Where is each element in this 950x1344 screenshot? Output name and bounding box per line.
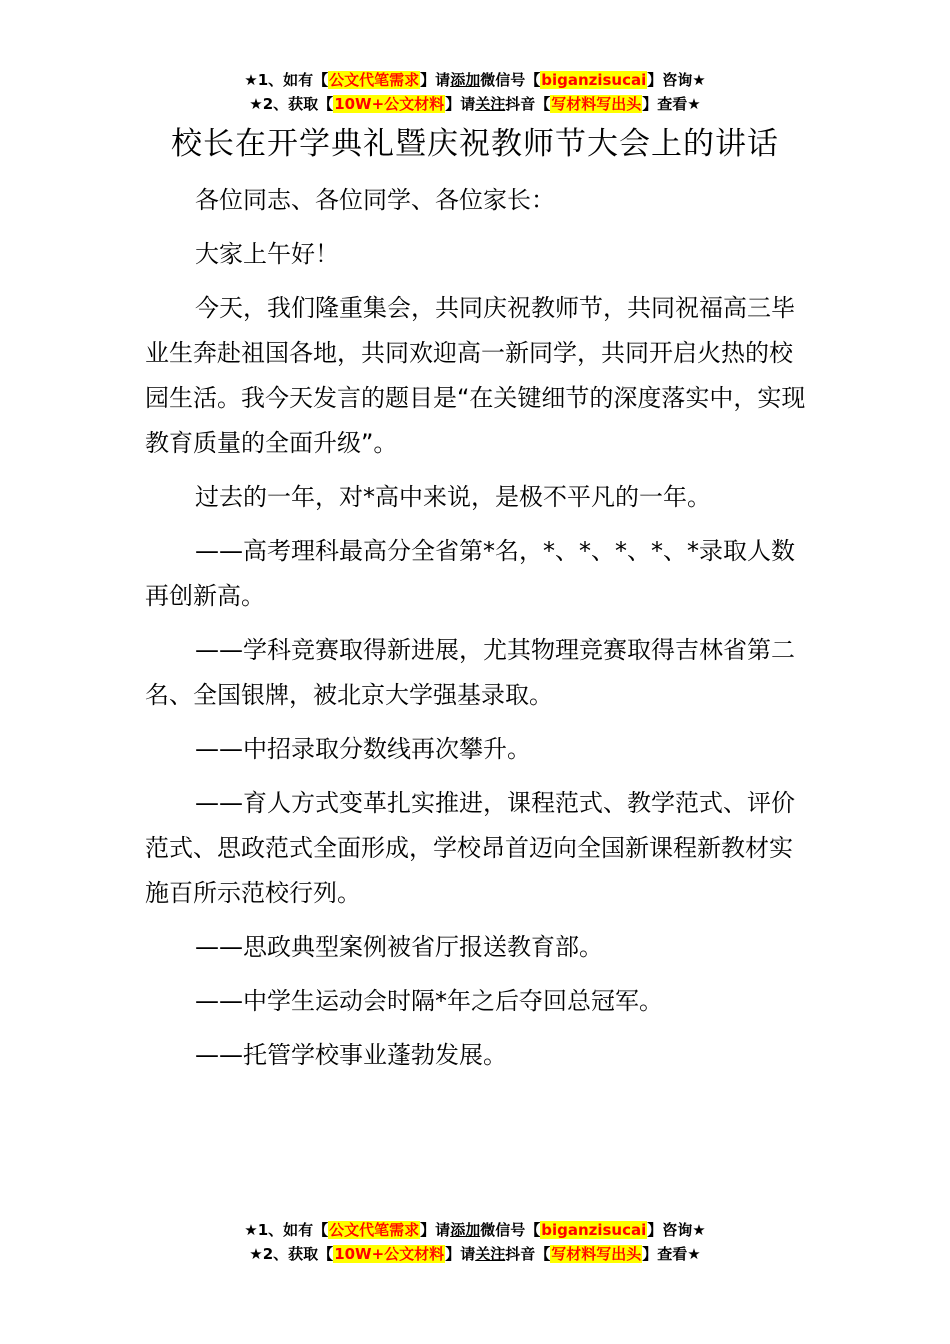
promo-line-2-suffix: 】查看★ — [642, 1245, 701, 1263]
promo-line-1-highlight-1: 公文代笔需求 — [329, 71, 420, 89]
promo-line-2-mid-2: 抖音【 — [505, 1245, 551, 1263]
paragraph: ——高考理科最高分全省第*名，*、*、*、*、*录取人数再创新高。 — [145, 537, 795, 610]
paragraph: ——学科竞赛取得新进展，尤其物理竞赛取得吉林省第二名、全国银牌，被北京大学强基录取。 — [145, 636, 795, 709]
promo-line-2-mid-1: 】请 — [445, 95, 476, 113]
promo-line-1-highlight-1: 公文代笔需求 — [329, 1221, 420, 1239]
promo-line-2-underline: 关注 — [475, 1245, 506, 1263]
promo-line-1-mid-1: 】请 — [420, 71, 451, 89]
promo-line-2-highlight-2: 写材料写出头 — [551, 95, 642, 113]
promo-line-1-prefix: ★1、如有【 — [244, 1221, 329, 1239]
paragraph: 各位同志、各位同学、各位家长： — [195, 186, 555, 214]
promo-line-1-highlight-2: biganzisucai — [541, 71, 647, 89]
top-promo-banner — [0, 68, 950, 116]
promo-line-1-mid-1: 】请 — [420, 1221, 451, 1239]
promo-line-2-highlight-1: 10W+公文材料 — [334, 95, 445, 113]
paragraph: ——中招录取分数线再次攀升。 — [195, 735, 531, 763]
document-title: 校长在开学典礼暨庆祝教师节大会上的讲话 — [171, 126, 779, 162]
paragraph: 大家上午好！ — [195, 240, 339, 268]
promo-line-2-mid-1: 】请 — [445, 1245, 476, 1263]
promo-line-2 — [0, 92, 950, 116]
promo-line-1-underline: 添加 — [450, 71, 481, 89]
document-body — [145, 178, 810, 1087]
promo-line-2 — [0, 1242, 950, 1266]
promo-line-1 — [0, 1218, 950, 1242]
promo-line-1-prefix: ★1、如有【 — [244, 71, 329, 89]
promo-line-1-underline: 添加 — [450, 1221, 481, 1239]
paragraph: ——中学生运动会时隔*年之后夺回总冠军。 — [195, 987, 663, 1015]
promo-line-2-highlight-1: 10W+公文材料 — [334, 1245, 445, 1263]
promo-line-1-mid-2: 微信号【 — [480, 71, 541, 89]
promo-line-1-mid-2: 微信号【 — [480, 1221, 541, 1239]
promo-line-1 — [0, 68, 950, 92]
promo-line-1-suffix: 】咨询★ — [647, 71, 706, 89]
promo-line-1-highlight-2: biganzisucai — [541, 1221, 647, 1239]
promo-line-2-underline: 关注 — [475, 95, 506, 113]
promo-line-1-suffix: 】咨询★ — [647, 1221, 706, 1239]
paragraph: ——思政典型案例被省厅报送教育部。 — [195, 933, 603, 961]
paragraph: ——托管学校事业蓬勃发展。 — [195, 1041, 507, 1069]
promo-line-2-mid-2: 抖音【 — [505, 95, 551, 113]
bottom-promo-banner — [0, 1218, 950, 1266]
promo-line-2-prefix: ★2、获取【 — [249, 95, 334, 113]
paragraph: 今天，我们隆重集会，共同庆祝教师节，共同祝福高三毕业生奔赴祖国各地，共同欢迎高一新同学，共同开启火热的校园生活。我今天发言的题目是“在关键细节的深度落实中，实现教育质量的全面升级”。 — [145, 294, 806, 457]
promo-line-2-prefix: ★2、获取【 — [249, 1245, 334, 1263]
paragraph: 过去的一年，对*高中来说，是极不平凡的一年。 — [195, 483, 711, 511]
paragraph: ——育人方式变革扎实推进，课程范式、教学范式、评价范式、思政范式全面形成，学校昂首迈向全国新课程新教材实施百所示范校行列。 — [145, 789, 795, 907]
promo-line-2-suffix: 】查看★ — [642, 95, 701, 113]
promo-line-2-highlight-2: 写材料写出头 — [551, 1245, 642, 1263]
